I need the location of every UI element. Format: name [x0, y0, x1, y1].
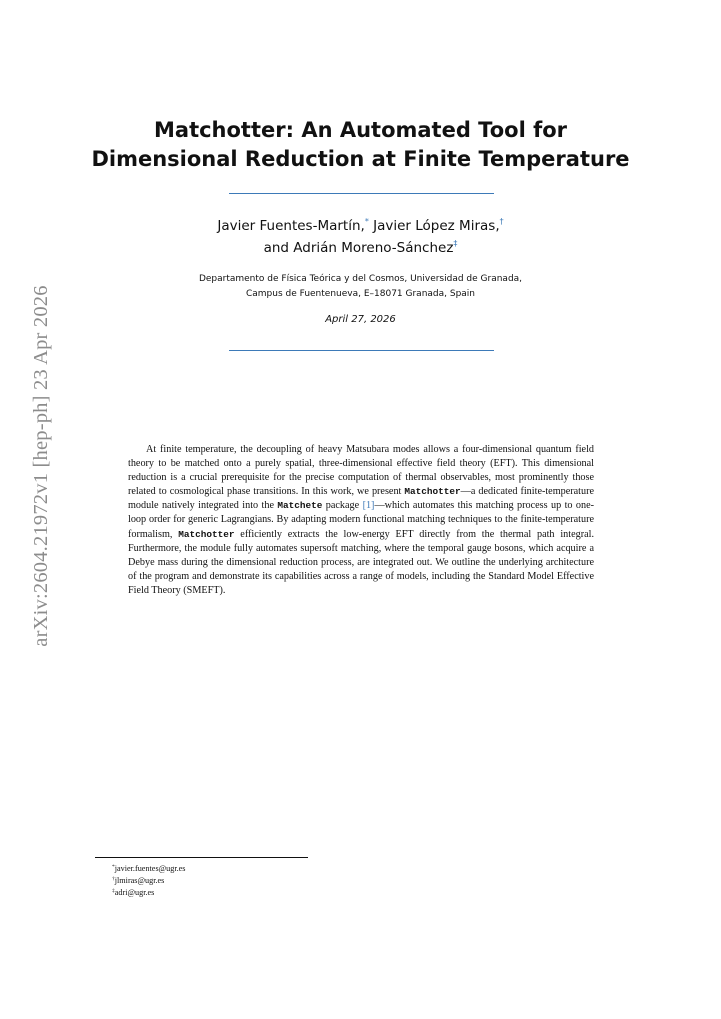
footnote-mark: †	[112, 876, 115, 882]
paper-title	[60, 116, 661, 174]
abstract-text-3: package	[322, 500, 363, 512]
footnote-mark-star[interactable]: *	[364, 217, 369, 226]
title-line-1: Matchotter: An Automated Tool for	[154, 118, 567, 142]
title-line-2: Dimensional Reduction at Finite Temperature	[91, 147, 630, 171]
footnotes	[112, 862, 186, 898]
footnote-email[interactable]: adri@ugr.es	[114, 888, 155, 897]
citation-link[interactable]: [1]	[362, 500, 375, 512]
code-matchotter-2: Matchotter	[178, 528, 235, 540]
author-list	[60, 213, 661, 257]
footnote-mark: *	[112, 864, 115, 870]
footnote-email[interactable]: javier.fuentes@ugr.es	[114, 864, 186, 873]
author-line-2	[60, 235, 661, 257]
footnote-item	[112, 886, 186, 898]
affiliation-line-2: Campus de Fuentenueva, E–18071 Granada, Spain	[245, 289, 476, 299]
footnote-mark-dagger[interactable]: †	[499, 217, 504, 226]
abstract-text-2: —a dedicated finite-temperature module natively integrated into the	[128, 486, 594, 512]
footnote-email[interactable]: jlmiras@ugr.es	[114, 876, 165, 885]
footnote-item	[112, 862, 186, 874]
abstract-text-4: —which automates this matching process up to one-loop order for generic Lagrangians. By adapting modern functional matching techniques to the finite-temperature formalism,	[128, 500, 594, 540]
author-lopez-miras: Javier López Miras,	[373, 218, 500, 234]
author-fuentes-martin: Javier Fuentes-Martín,	[217, 218, 365, 234]
title-divider-top	[229, 193, 494, 194]
arxiv-identifier-stamp: arXiv:2604.21972v1 [hep-ph] 23 Apr 2026	[30, 285, 52, 647]
publication-date: April 27, 2026	[325, 314, 396, 325]
affiliation-line-1: Departamento de Física Teórica y del Cosmos, Universidad de Granada,	[198, 274, 523, 284]
footnote-mark-double-dagger[interactable]: ‡	[453, 239, 458, 248]
abstract-text-5: efficiently extracts the low-energy EFT directly from the thermal path integral. Furthermore, the module fully automates supersoft matching, where the temporal gauge bosons, which acquire a Debye mass during the dimensional reduction process, are integrated out. We outline the underlying architecture of the program and demonstrate its capabilities across a range of models, including the Standard Model Effective Field Theory (SMEFT).	[128, 528, 594, 596]
author-line-1	[60, 213, 661, 235]
title-divider-bottom	[229, 350, 494, 351]
author-moreno-sanchez: and Adrián Moreno-Sánchez	[263, 240, 454, 256]
footnote-item	[112, 874, 186, 886]
code-matchotter: Matchotter	[404, 486, 461, 498]
abstract-paragraph	[128, 443, 594, 598]
affiliation	[60, 272, 661, 302]
footnote-separator	[95, 857, 308, 858]
footnote-mark: ‡	[112, 888, 115, 894]
abstract-text-1: At finite temperature, the decoupling of heavy Matsubara modes allows a four-dimensional quantum field theory to be matched onto a purely spatial, three-dimensional effective field theory (EFT). This dimensional reduction is a crucial prerequisite for the precise computation of thermal observables, most prominently those related to cosmological phase transitions. In this work, we present	[128, 444, 594, 498]
code-matchete: Matchete	[277, 500, 323, 512]
